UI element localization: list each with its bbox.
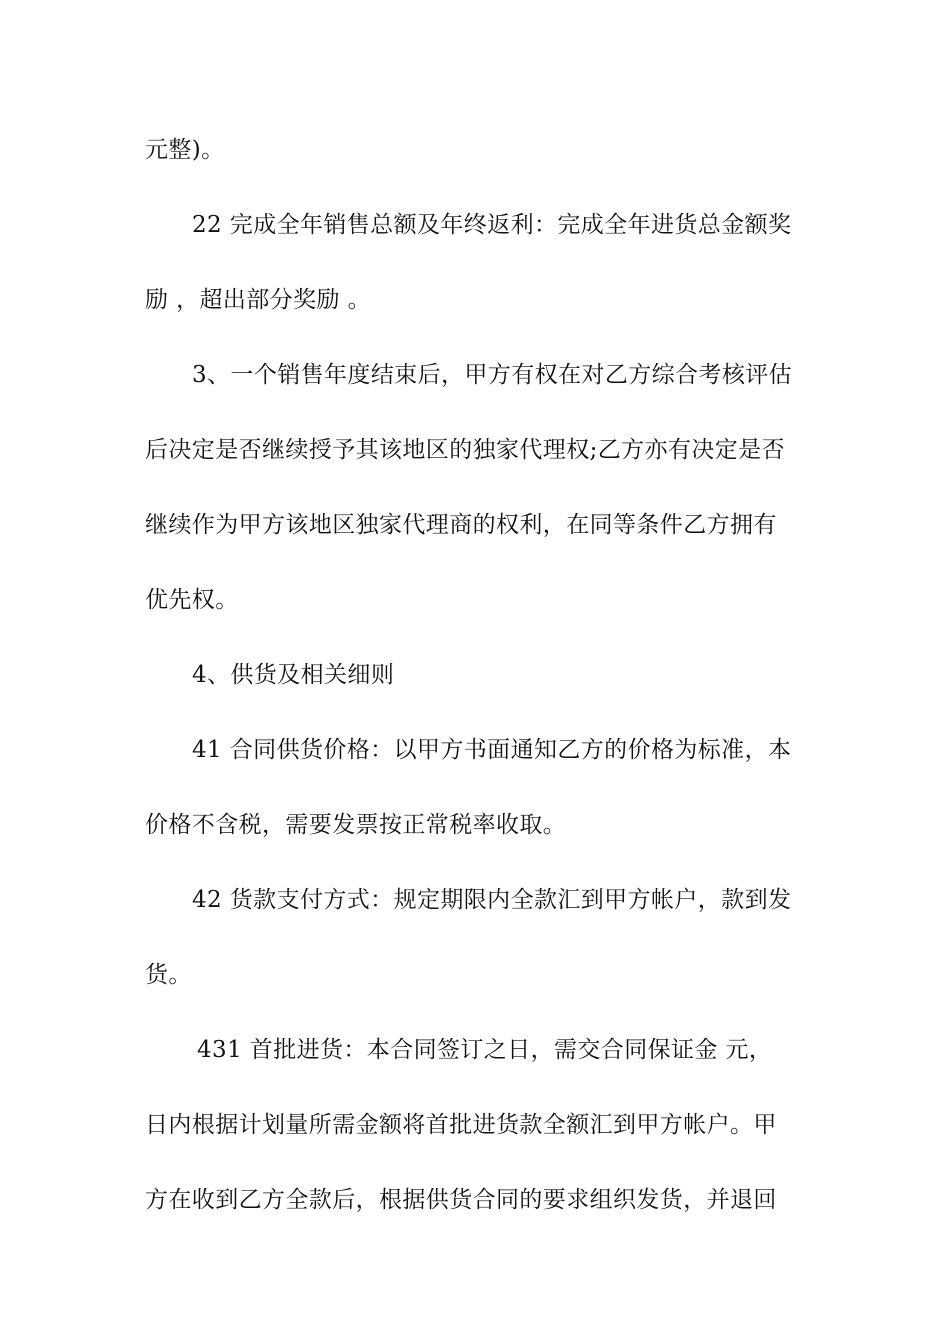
paragraph-start-line: 42 货款支付方式：规定期限内全款汇到甲方帐户，款到发 xyxy=(192,887,792,913)
text-line: 励 ，超出部分奖励 。 xyxy=(145,287,372,313)
text-line: 方在收到乙方全款后，根据供货合同的要求组织发货，并退回 xyxy=(145,1187,777,1213)
paragraph-start-line: 41 合同供货价格：以甲方书面通知乙方的价格为标准，本 xyxy=(192,737,792,763)
paragraph-start-line: 22 完成全年销售总额及年终返利：完成全年进货总金额奖 xyxy=(192,212,792,238)
paragraph-start-line: 3、一个销售年度结束后，甲方有权在对乙方综合考核评估 xyxy=(192,362,793,388)
text-line: 后决定是否继续授予其该地区的独家代理权;乙方亦有决定是否 xyxy=(145,437,785,463)
text-line: 日内根据计划量所需金额将首批进货款全额汇到甲方帐户。甲 xyxy=(145,1112,777,1138)
text-line: 继续作为甲方该地区独家代理商的权利，在同等条件乙方拥有 xyxy=(145,512,777,538)
text-line: 货。 xyxy=(145,962,192,988)
paragraph-start-line: 431 首批进货：本合同签订之日，需交合同保证金 元， xyxy=(197,1037,773,1063)
text-line: 价格不含税，需要发票按正常税率收取。 xyxy=(145,812,567,838)
text-line: 元整)。 xyxy=(145,137,225,163)
section-heading-line: 4、供货及相关细则 xyxy=(192,662,395,688)
text-line: 优先权。 xyxy=(145,587,239,613)
